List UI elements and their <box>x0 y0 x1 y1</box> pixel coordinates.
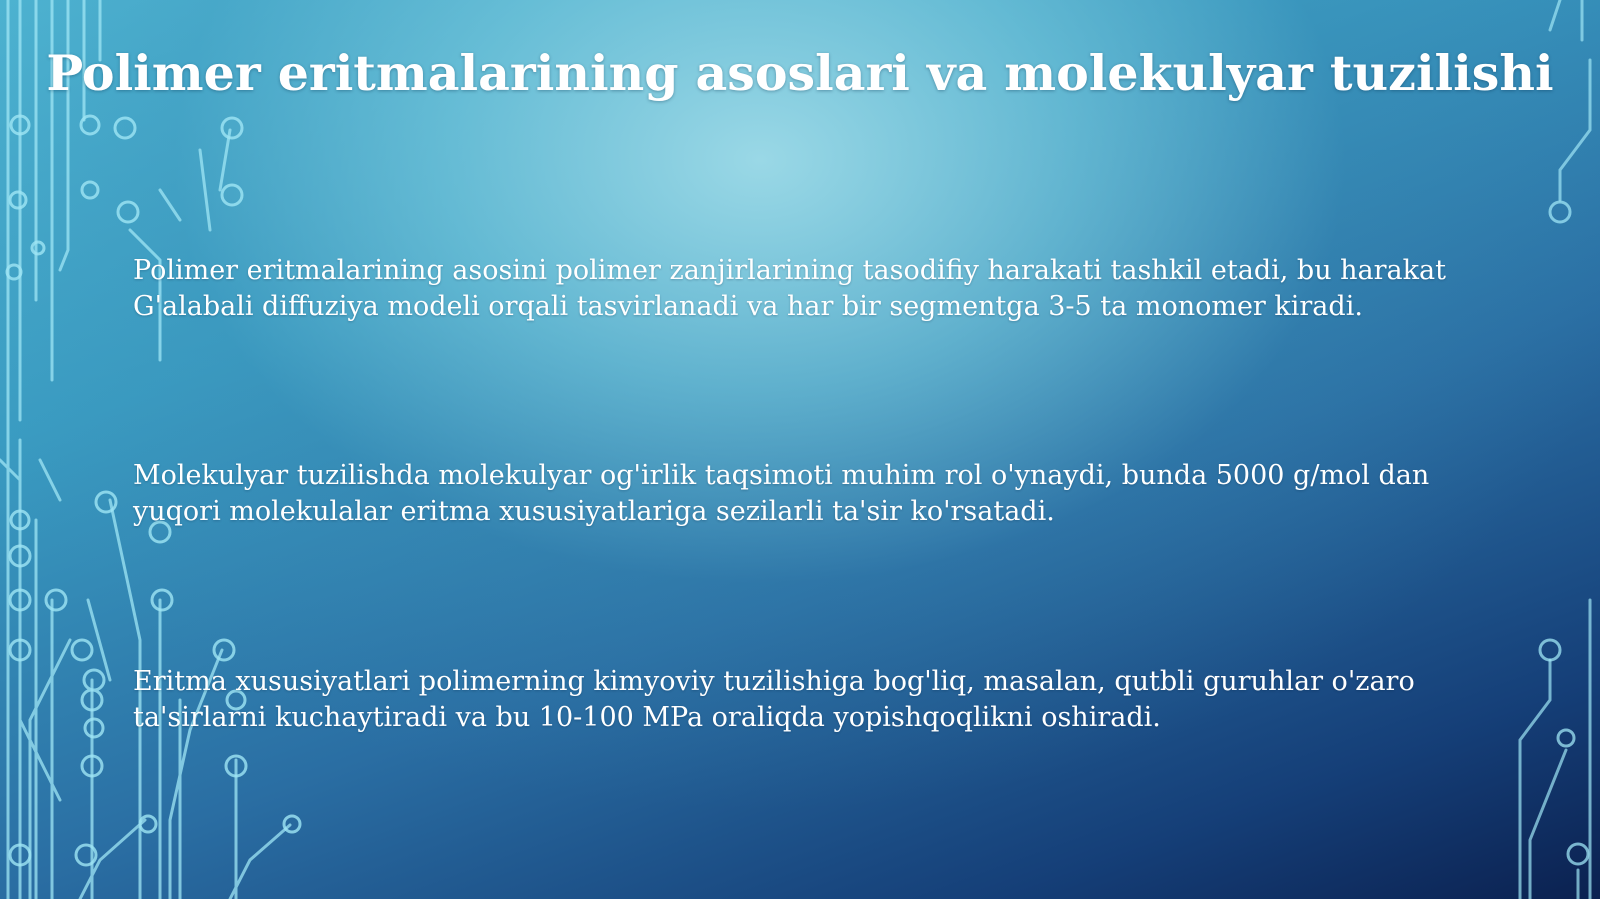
circuit-decoration-left <box>0 0 320 899</box>
circuit-decoration-right <box>1490 0 1600 899</box>
paragraph-polymer-solution-basics: Polimer eritmalarining asosini polimer zanjirlarining tasodifiy harakati tashkil etadi, bu harakat G'alabali diffuziya modeli orqali tasvirlanadi va har bir segmentga 3-5 ta monomer kiradi. <box>133 255 1446 322</box>
slide-title: Polimer eritmalarining asoslari va molekulyar tuzilishi <box>46 44 1554 102</box>
paragraph-molecular-structure: Molekulyar tuzilishda molekulyar og'irlik taqsimoti muhim rol o'ynaydi, bunda 5000 g/mol dan yuqori molekulalar eritma xususiyatlariga sezilarli ta'sir ko'rsatadi. <box>133 460 1430 527</box>
paragraph-solution-properties: Eritma xususiyatlari polimerning kimyoviy tuzilishiga bog'liq, masalan, qutbli guruhlar o'zaro ta'sirlarni kuchaytiradi va bu 10-100 MPa oraliqda yopishqoqlikni oshiradi. <box>133 666 1415 733</box>
